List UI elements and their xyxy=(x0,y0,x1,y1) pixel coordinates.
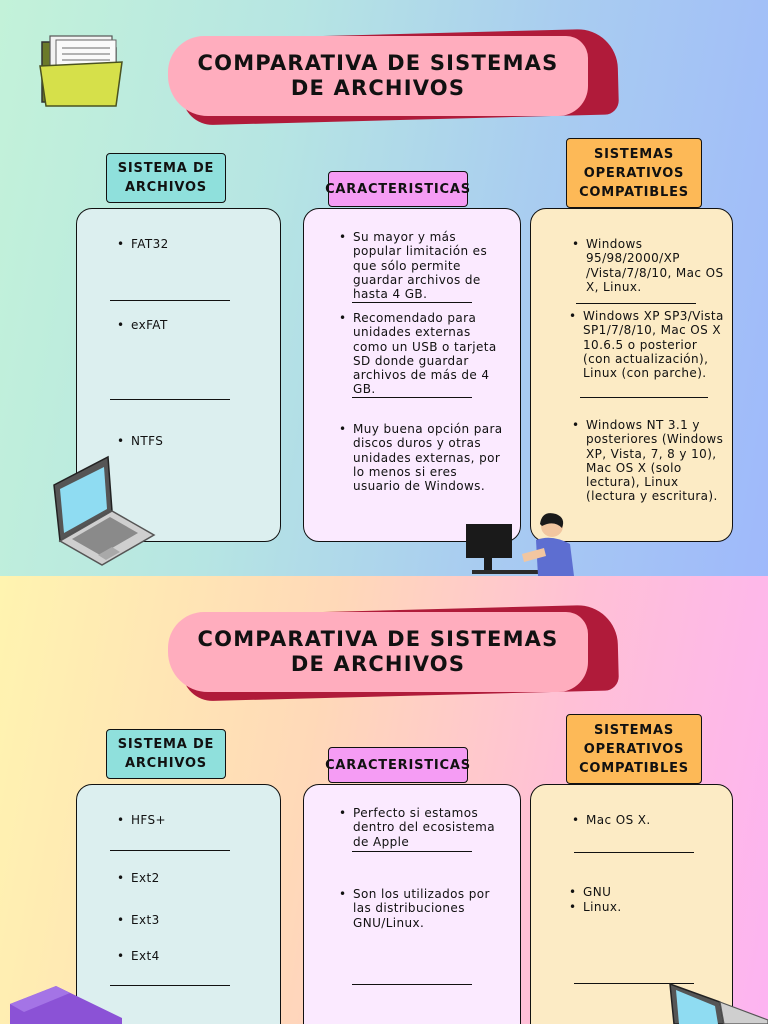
divider xyxy=(576,303,696,304)
list-item: • Mac OS X. xyxy=(572,813,651,827)
list-item: • Recomendado para unidades externas como un USB o tarjeta SD donde guardar archivos de más de 4 GB. xyxy=(339,311,497,397)
page-title: COMPARATIVA DE SISTEMAS DE ARCHIVOS xyxy=(197,51,559,100)
header-caracteristicas: CARACTERISTICAS xyxy=(328,747,468,783)
list-item: • Son los utilizados por las distribuciones GNU/Linux. xyxy=(339,887,490,930)
page-2 xyxy=(0,576,768,1024)
list-item: • exFAT xyxy=(117,318,168,332)
person-at-computer-icon xyxy=(462,510,582,576)
divider xyxy=(110,850,230,851)
box-icon xyxy=(10,984,122,1024)
divider xyxy=(580,397,708,398)
divider xyxy=(352,851,472,852)
header-sistema-de-archivos: SISTEMA DE ARCHIVOS xyxy=(106,729,226,779)
list-item: • Windows NT 3.1 y posteriores (Windows XP, Vista, 7, 8 y 10), Mac OS X (solo lectura), Linux (lectura y escritura). xyxy=(572,418,724,504)
folder-icon xyxy=(36,32,128,112)
divider xyxy=(110,985,230,986)
list-item: • NTFS xyxy=(117,434,164,448)
list-item: • Linux. xyxy=(569,900,622,914)
list-item: • Ext2 xyxy=(117,871,160,885)
page-title: COMPARATIVA DE SISTEMAS DE ARCHIVOS xyxy=(197,627,559,676)
list-item: • Su mayor y más popular limitación es que sólo permite guardar archivos de hasta 4 GB. xyxy=(339,230,488,302)
list-item: • HFS+ xyxy=(117,813,166,827)
list-item: • Ext3 xyxy=(117,913,160,927)
divider xyxy=(352,302,472,303)
list-item: • Windows XP SP3/Vista SP1/7/8/10, Mac OS X 10.6.5 o posterior (con actualización), Linux (con parche). xyxy=(569,309,724,381)
laptop-icon xyxy=(664,980,768,1024)
list-item: • FAT32 xyxy=(117,237,169,251)
list-item: • Perfecto si estamos dentro del ecosistema de Apple xyxy=(339,806,495,849)
title-banner xyxy=(168,30,618,122)
list-item: • Windows 95/98/2000/XP /Vista/7/8/10, Mac OS X, Linux. xyxy=(572,237,724,294)
divider xyxy=(352,397,472,398)
list-item: • Ext4 xyxy=(117,949,160,963)
title-banner xyxy=(168,606,618,698)
header-caracteristicas: CARACTERISTICAS xyxy=(328,171,468,207)
list-item: • Muy buena opción para discos duros y otras unidades externas, por lo menos si eres usuario de Windows. xyxy=(339,422,503,494)
header-sistema-de-archivos: SISTEMA DE ARCHIVOS xyxy=(106,153,226,203)
divider xyxy=(574,852,694,853)
laptop-icon xyxy=(50,455,158,570)
divider xyxy=(110,300,230,301)
list-item: • GNU xyxy=(569,885,612,899)
header-sistemas-operativos: SISTEMAS OPERATIVOS COMPATIBLES xyxy=(566,138,702,208)
divider xyxy=(110,399,230,400)
divider xyxy=(352,984,472,985)
header-sistemas-operativos: SISTEMAS OPERATIVOS COMPATIBLES xyxy=(566,714,702,784)
